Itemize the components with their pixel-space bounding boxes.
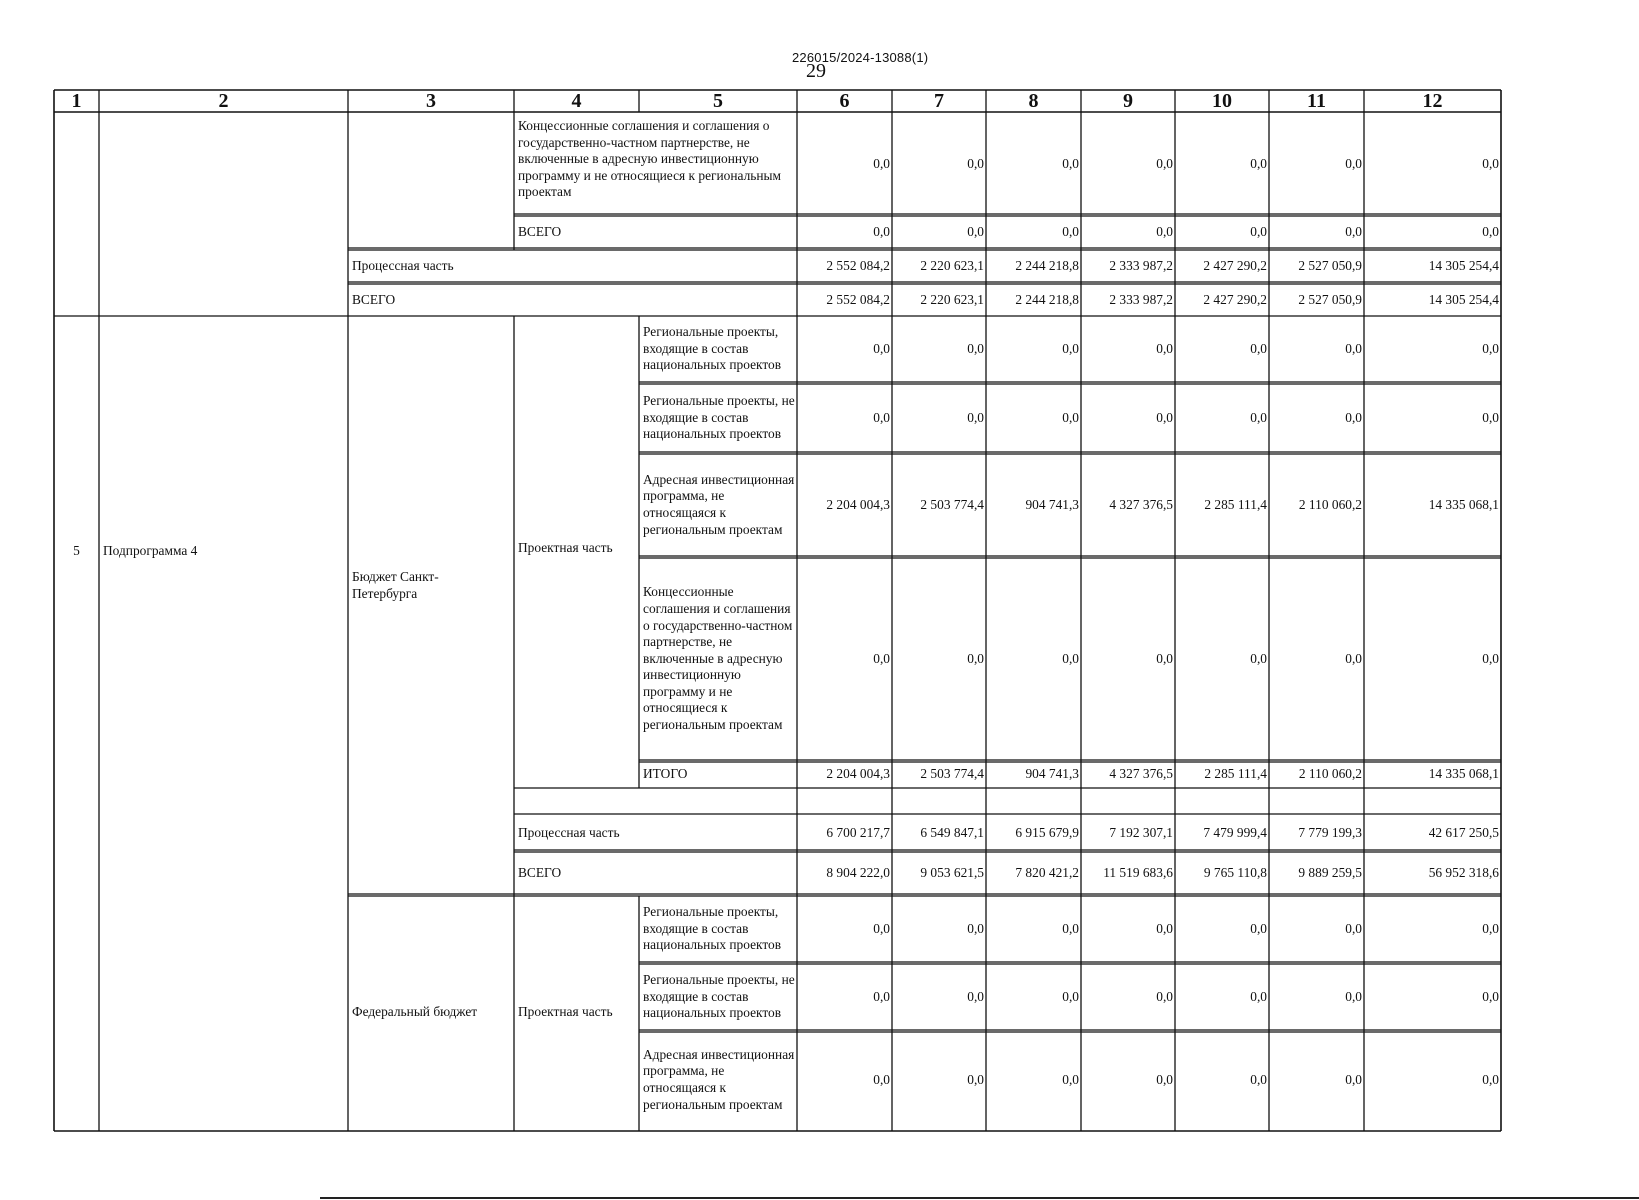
value-cell: 0,0 — [873, 155, 890, 171]
row-number: 5 — [73, 542, 80, 558]
value-cell: 0,0 — [1156, 223, 1173, 239]
value-cell: 0,0 — [967, 223, 984, 239]
value-cell: 0,0 — [873, 340, 890, 356]
reg-not-national-label-fed: Региональные проекты, не входящие в состав национальных проектов — [643, 972, 795, 1021]
vsego-label-top: ВСЕГО — [518, 223, 562, 239]
value-cell: 904 741,3 — [1025, 496, 1079, 512]
value-cell: 0,0 — [967, 988, 984, 1004]
bottom-rule — [320, 1197, 1639, 1199]
header-col-3: 3 — [426, 89, 436, 112]
value-cell: 2 110 060,2 — [1298, 496, 1362, 512]
value-cell: 2 552 084,2 — [826, 257, 890, 273]
value-cell: 0,0 — [1250, 409, 1267, 425]
budget-table — [54, 90, 1568, 1131]
value-cell: 6 700 217,7 — [826, 824, 890, 840]
value-cell: 2 552 084,2 — [826, 291, 890, 307]
value-cell: 2 503 774,4 — [920, 766, 984, 781]
value-cell: 0,0 — [873, 409, 890, 425]
value-cell: 0,0 — [1062, 223, 1079, 239]
value-cell: 0,0 — [1482, 650, 1499, 666]
value-cell: 2 427 290,2 — [1203, 291, 1267, 307]
value-cell: 0,0 — [1345, 409, 1362, 425]
value-cell: 0,0 — [967, 409, 984, 425]
value-cell: 4 327 376,5 — [1109, 496, 1173, 512]
value-cell: 2 204 004,3 — [826, 496, 890, 512]
value-cell: 0,0 — [1482, 409, 1499, 425]
value-cell: 904 741,3 — [1025, 766, 1079, 781]
value-cell: 0,0 — [1345, 223, 1362, 239]
header-col-9: 9 — [1123, 89, 1133, 112]
value-cell: 2 527 050,9 — [1298, 257, 1362, 273]
value-cell: 14 305 254,4 — [1428, 257, 1499, 273]
process-label-spb: Процессная часть — [518, 824, 620, 840]
value-cell: 0,0 — [1482, 1071, 1499, 1087]
value-cell: 0,0 — [1250, 988, 1267, 1004]
value-cell: 2 503 774,4 — [920, 496, 984, 512]
value-cell: 11 519 683,6 — [1103, 864, 1173, 880]
value-cell: 2 244 218,8 — [1015, 257, 1079, 273]
reg-national-label-spb: Региональные проекты, входящие в состав национальных проектов — [643, 324, 782, 373]
header-col-6: 6 — [839, 89, 850, 112]
value-cell: 0,0 — [873, 1071, 890, 1087]
header-col-11: 11 — [1307, 89, 1326, 112]
itogo-label-spb: ИТОГО — [643, 766, 688, 781]
value-cell: 9 889 259,5 — [1298, 864, 1362, 880]
value-cell: 0,0 — [1156, 650, 1173, 666]
value-cell: 9 053 621,5 — [920, 864, 984, 880]
value-cell: 14 305 254,4 — [1428, 291, 1499, 307]
value-cell: 0,0 — [1482, 988, 1499, 1004]
value-cell: 0,0 — [1062, 155, 1079, 171]
vsego-label-spb: ВСЕГО — [518, 864, 562, 880]
value-cell: 0,0 — [1250, 1071, 1267, 1087]
value-cell: 0,0 — [1156, 1071, 1173, 1087]
value-cell: 0,0 — [1062, 340, 1079, 356]
value-cell: 0,0 — [1345, 155, 1362, 171]
budget-spb-label: Бюджет Санкт-Петербурга — [352, 569, 439, 601]
value-cell: 0,0 — [873, 650, 890, 666]
value-cell: 2 285 111,4 — [1204, 766, 1267, 781]
concession-label-spb: Концессионные соглашения и соглашения о государственно-частном партнерстве, не включенные в адресную инвестиционную программу и не относящиеся к региональным проектам — [643, 584, 793, 733]
value-cell: 6 915 679,9 — [1015, 824, 1079, 840]
page-number: 29 — [806, 60, 826, 82]
vsego-total-label-top: ВСЕГО — [352, 291, 396, 307]
project-part-label-fed: Проектная часть — [518, 1003, 613, 1019]
value-cell: 56 952 318,6 — [1428, 864, 1499, 880]
value-cell: 0,0 — [1062, 409, 1079, 425]
value-cell: 0,0 — [1482, 155, 1499, 171]
value-cell: 0,0 — [1345, 1071, 1362, 1087]
value-cell: 7 779 199,3 — [1298, 824, 1362, 840]
value-cell: 0,0 — [873, 988, 890, 1004]
value-cell: 0,0 — [1345, 988, 1362, 1004]
value-cell: 14 335 068,1 — [1428, 766, 1499, 781]
value-cell: 0,0 — [1250, 155, 1267, 171]
value-cell: 0,0 — [873, 223, 890, 239]
header-col-7: 7 — [934, 89, 944, 112]
value-cell: 0,0 — [1156, 988, 1173, 1004]
value-cell: 0,0 — [1345, 340, 1362, 356]
value-cell: 0,0 — [1156, 409, 1173, 425]
value-cell: 0,0 — [1482, 223, 1499, 239]
value-cell: 0,0 — [1062, 920, 1079, 936]
value-cell: 0,0 — [1482, 920, 1499, 936]
header-col-5: 5 — [713, 89, 723, 112]
header-col-10: 10 — [1212, 89, 1232, 112]
value-cell: 0,0 — [967, 920, 984, 936]
federal-budget-label: Федеральный бюджет — [352, 1003, 478, 1019]
value-cell: 14 335 068,1 — [1428, 496, 1499, 512]
value-cell: 42 617 250,5 — [1428, 824, 1499, 840]
value-cell: 0,0 — [967, 155, 984, 171]
header-col-1: 1 — [71, 89, 82, 112]
process-label-top: Процессная часть — [352, 257, 454, 273]
value-cell: 0,0 — [1062, 1071, 1079, 1087]
value-cell: 0,0 — [1250, 650, 1267, 666]
document-number: 226015/2024-13088(1) — [792, 50, 929, 65]
value-cell: 0,0 — [1250, 223, 1267, 239]
header-col-8: 8 — [1028, 89, 1039, 112]
header-col-2: 2 — [218, 89, 229, 112]
value-cell: 6 549 847,1 — [920, 824, 984, 840]
value-cell: 0,0 — [967, 340, 984, 356]
value-cell: 2 220 623,1 — [920, 291, 984, 307]
value-cell: 7 820 421,2 — [1015, 864, 1079, 880]
value-cell: 2 333 987,2 — [1109, 257, 1173, 273]
value-cell: 4 327 376,5 — [1109, 766, 1173, 781]
value-cell: 0,0 — [1062, 650, 1079, 666]
value-cell: 0,0 — [967, 650, 984, 666]
value-cell: 0,0 — [1345, 920, 1362, 936]
value-cell: 2 285 111,4 — [1204, 496, 1267, 512]
value-cell: 2 220 623,1 — [920, 257, 984, 273]
concession-label-top: Концессионные соглашения и соглашения о государственно-частном партнерстве, не включенные в адресную инвестиционную программу и не относящиеся к региональным проектам — [518, 118, 782, 200]
value-cell: 7 192 307,1 — [1109, 824, 1173, 840]
subprogram-name: Подпрограмма 4 — [103, 542, 198, 558]
reg-not-national-label-spb: Региональные проекты, не входящие в состав национальных проектов — [643, 393, 795, 442]
reg-national-label-fed: Региональные проекты, входящие в состав национальных проектов — [643, 904, 782, 953]
value-cell: 7 479 999,4 — [1203, 824, 1267, 840]
value-cell: 0,0 — [1156, 920, 1173, 936]
value-cell: 2 244 218,8 — [1015, 291, 1079, 307]
value-cell: 2 204 004,3 — [826, 766, 890, 781]
value-cell: 2 427 290,2 — [1203, 257, 1267, 273]
value-cell: 2 110 060,2 — [1298, 766, 1362, 781]
aip-label-fed: Адресная инвестиционная программа, не относящаяся к региональным проектам — [643, 1046, 795, 1112]
value-cell: 2 527 050,9 — [1298, 291, 1362, 307]
value-cell: 0,0 — [1062, 988, 1079, 1004]
value-cell: 0,0 — [1156, 155, 1173, 171]
value-cell: 8 904 222,0 — [826, 864, 890, 880]
value-cell: 2 333 987,2 — [1109, 291, 1173, 307]
value-cell: 0,0 — [1250, 920, 1267, 936]
value-cell: 0,0 — [967, 1071, 984, 1087]
value-cell: 0,0 — [1156, 340, 1173, 356]
value-cell: 9 765 110,8 — [1203, 864, 1267, 880]
header-col-12: 12 — [1422, 89, 1443, 112]
value-cell: 0,0 — [1250, 340, 1267, 356]
project-part-label-spb: Проектная часть — [518, 540, 613, 556]
value-cell: 0,0 — [1482, 340, 1499, 356]
aip-label-spb: Адресная инвестиционная программа, не относящаяся к региональным проектам — [643, 471, 795, 537]
value-cell: 0,0 — [1345, 650, 1362, 666]
header-col-4: 4 — [571, 89, 582, 112]
value-cell: 0,0 — [873, 920, 890, 936]
